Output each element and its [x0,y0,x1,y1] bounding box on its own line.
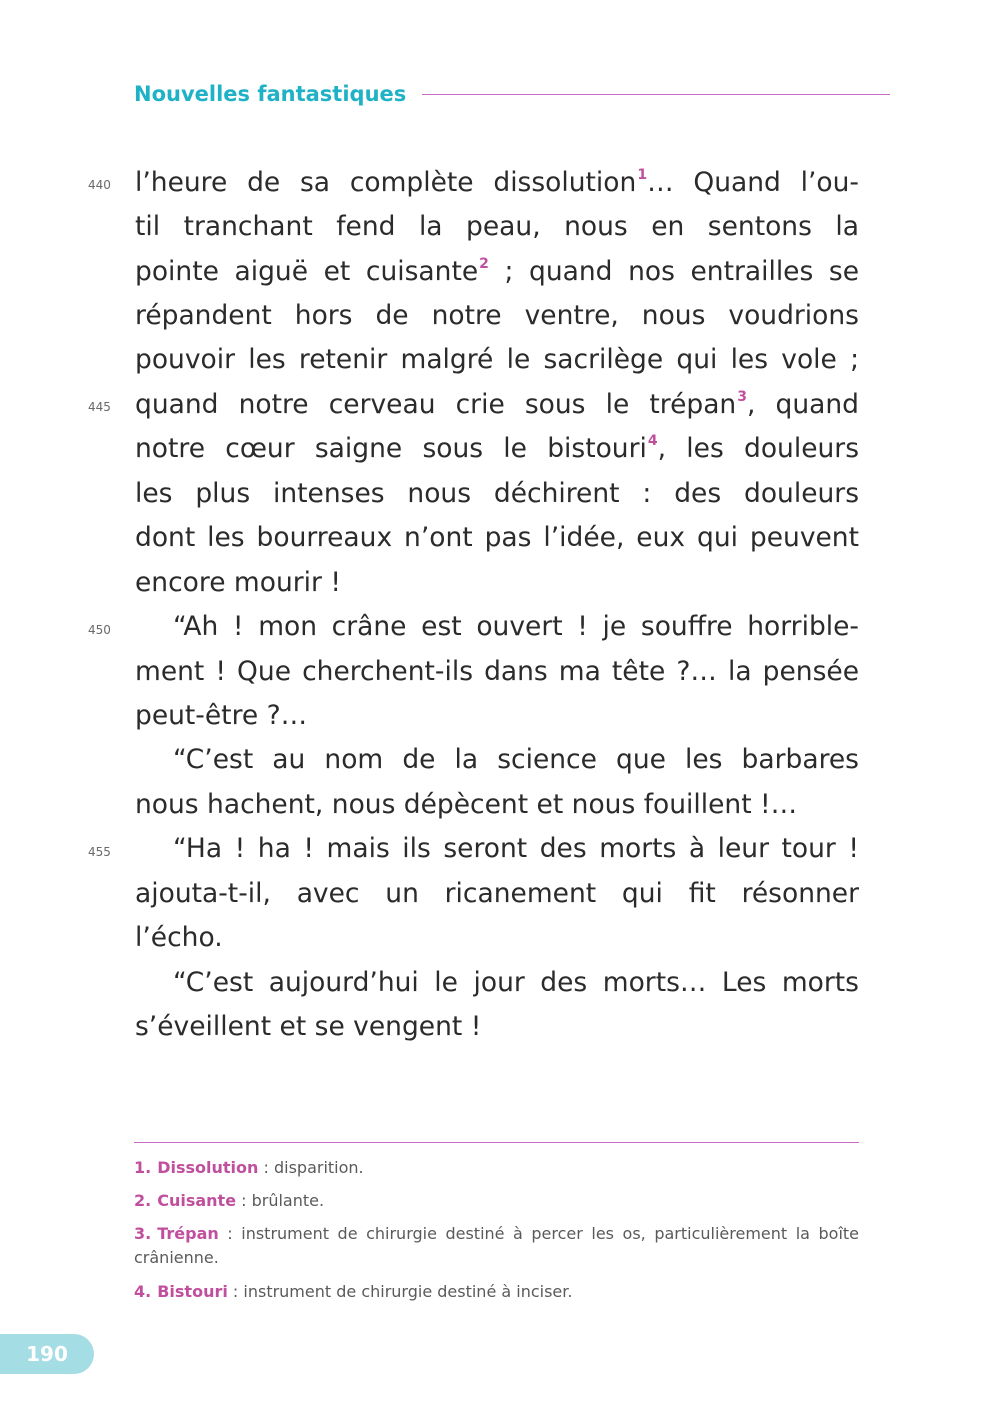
footnote-rule [134,1142,859,1143]
text-line: s’éveillent et se vengent ! [135,1011,482,1042]
text-line: encore mourir ! [135,567,341,598]
text-line: til tranchant fend la peau, nous en sentons la [135,211,859,242]
text-line: ajouta-t-il, avec un ricanement qui fit résonner [135,878,859,909]
footnote-2: 2. Cuisante : brûlante. [134,1191,325,1210]
text-line: l’heure de sa complète dissolution$^1$… Quand l’ou- [135,167,859,198]
footnote-4: 4. Bistouri : instrument de chirurgie destiné à inciser. [134,1282,573,1301]
text-line: “C’est aujourd’hui le jour des morts… Les morts [173,967,859,998]
page-number: 190 [26,1342,68,1366]
text-line: l’écho. [135,922,223,953]
text-line: pointe aiguë et cuisante$^2$ ; quand nos entrailles se [135,256,859,287]
text-line: répandent hors de notre ventre, nous voudrions [135,300,859,331]
footnote-ref-3: 3 [737,389,747,405]
text-line: pouvoir les retenir malgré le sacrilège qui les vole ; [135,344,859,375]
text-line: ment ! Que cherchent-ils dans ma tête ?… la pensée [135,656,859,687]
text-line: peut-être ?… [135,700,308,731]
line-number-455: 455 [88,845,111,859]
running-header [134,78,890,110]
footnote-ref-4: 4 [647,433,658,449]
text-line: les plus intenses nous déchirent : des douleurs [135,478,859,509]
line-number-440: 440 [88,178,111,192]
text-line: “Ah ! mon crâne est ouvert ! je souffre horrible- [173,611,859,642]
footnote-ref-1: 1 [637,167,648,183]
footnote-1: 1. Dissolution : disparition. [134,1158,364,1177]
header-title: Nouvelles fantastiques [134,82,407,106]
line-number-445: 445 [88,400,111,414]
header-rule [422,94,890,95]
text-line: quand notre cerveau crie sous le trépan$^3$, quand [135,389,859,420]
line-number-450: 450 [88,623,111,637]
page-number-tab [0,1334,94,1374]
text-line: notre cœur saigne sous le bistouri$^4$, les douleurs [135,433,859,464]
text-line: “C’est au nom de la science que les barbares [173,744,859,775]
text-line: “Ha ! ha ! mais ils seront des morts à leur tour ! [173,833,859,864]
text-line: nous hachent, nous dépècent et nous fouillent !… [135,789,798,820]
footnote-ref-2: 2 [479,256,489,272]
footnote-3: 3. Trépan : instrument de chirurgie destiné à percer les os, particulièrement la boîte crânienne. [134,1224,859,1267]
text-line: dont les bourreaux n’ont pas l’idée, eux qui peuvent [135,522,859,553]
